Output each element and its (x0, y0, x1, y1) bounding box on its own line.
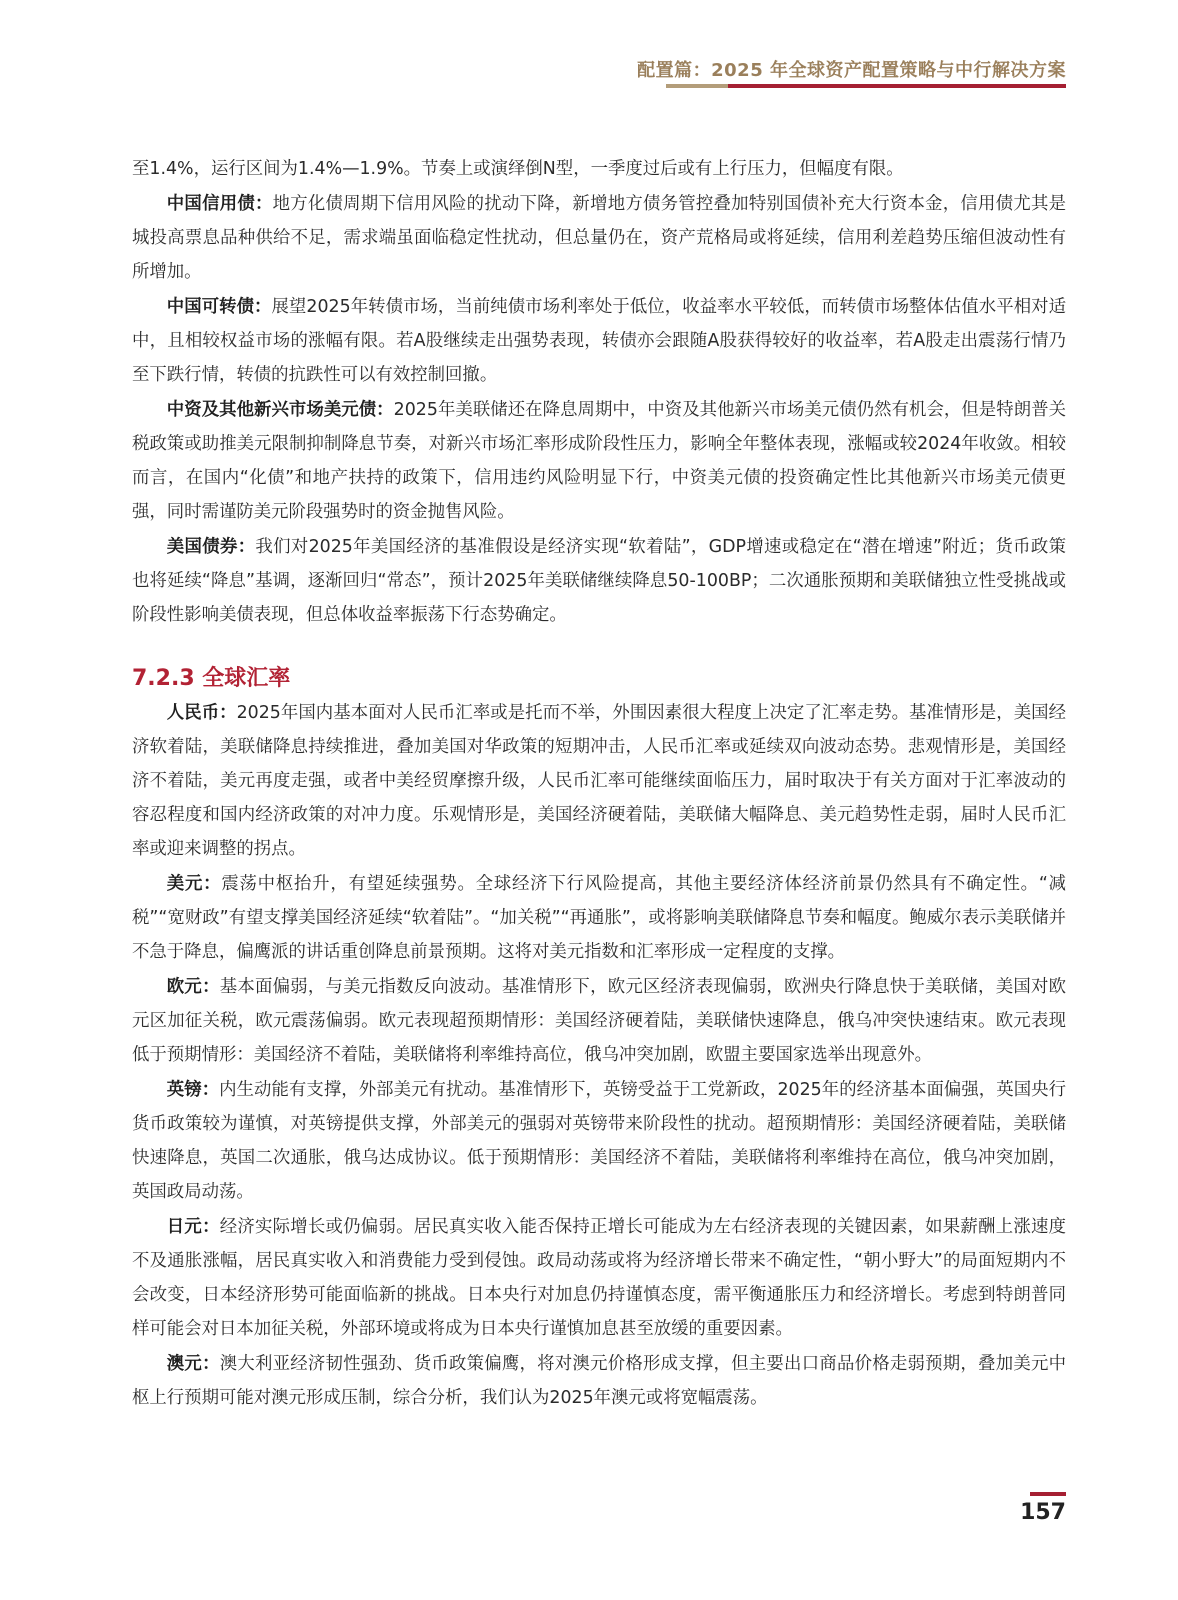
paragraph-aud (132, 1347, 1066, 1415)
paragraph-text: 经济实际增长或仍偏弱。居民真实收入能否保持正增长可能成为左右经济表现的关键因素，如果薪酬上涨速度不及通胀涨幅，居民真实收入和消费能力受到侵蚀。政局动荡或将为经济增长带来不确定性，“朝小野大”的局面短期内不会改变，日本经济形势可能面临新的挑战。日本央行对加息仍持谨慎态度，需平衡通胀压力和经济增长。考虑到特朗普同样可能会对日本加征关税，外部环境或将成为日本央行谨慎加息甚至放缓的重要因素。 (132, 1217, 1066, 1339)
paragraph-china-convertible-bonds (132, 290, 1066, 392)
paragraph-text: 地方化债周期下信用风险的扰动下降，新增地方债务管控叠加特别国债补充大行资本金，信用债尤其是城投高票息品种供给不足，需求端虽面临稳定性扰动，但总量仍在，资产荒格局或将延续，信用利差趋势压缩但波动性有所增加。 (132, 194, 1066, 282)
paragraph-label: 日元： (166, 1217, 220, 1237)
document-body (132, 152, 1066, 1415)
header-rule-gold-segment (666, 84, 728, 88)
paragraph-china-credit-bonds (132, 187, 1066, 289)
running-header-title: 配置篇：2025 年全球资产配置策略与中行解决方案 (637, 60, 1066, 81)
paragraph-label: 人民币： (166, 703, 237, 723)
paragraph-us-bonds (132, 530, 1066, 632)
paragraph-label: 英镑： (166, 1080, 220, 1100)
header-rule (666, 84, 1066, 88)
footer-rule (1030, 1492, 1066, 1496)
paragraph-label: 美元： (166, 874, 222, 894)
paragraph-text: 震荡中枢抬升，有望延续强势。全球经济下行风险提高，其他主要经济体经济前景仍然具有不确定性。“减税”“宽财政”有望支撑美国经济延续“软着陆”。“加关税”“再通胀”，或将影响美联储降息节奏和幅度。鲍威尔表示美联储并不急于降息，偏鹰派的讲话重创降息前景预期。这将对美元指数和汇率形成一定程度的支撑。 (132, 874, 1066, 962)
header-rule-red-segment (728, 84, 1066, 88)
paragraph-text: 基本面偏弱，与美元指数反向波动。基准情形下，欧元区经济表现偏弱，欧洲央行降息快于美联储，美国对欧元区加征关税，欧元震荡偏弱。欧元表现超预期情形：美国经济硬着陆，美联储快速降息，俄乌冲突快速结束。欧元表现低于预期情形：美国经济不着陆，美联储将利率维持高位，俄乌冲突加剧，欧盟主要国家选举出现意外。 (132, 977, 1066, 1065)
paragraph-text: 2025年美联储还在降息周期中，中资及其他新兴市场美元债仍然有机会，但是特朗普关税政策或助推美元限制抑制降息节奏，对新兴市场汇率形成阶段性压力，影响全年整体表现，涨幅或较2024年收敛。相较而言，在国内“化债”和地产扶持的政策下，信用违约风险明显下行，中资美元债的投资确定性比其他新兴市场美元债更强，同时需谨防美元阶段强势时的资金抛售风险。 (132, 400, 1066, 522)
paragraph-text: 展望2025年转债市场，当前纯债市场利率处于低位，收益率水平较低，而转债市场整体估值水平相对适中，且相较权益市场的涨幅有限。若A股继续走出强势表现，转债亦会跟随A股获得较好的收益率，若A股走出震荡行情乃至下跌行情，转债的抗跌性可以有效控制回撤。 (132, 297, 1066, 385)
page-number: 157 (1020, 1500, 1066, 1525)
paragraph-usd (132, 867, 1066, 969)
paragraph-label: 中资及其他新兴市场美元债： (166, 400, 394, 420)
paragraph-text: 2025年国内基本面对人民币汇率或是托而不举，外围因素很大程度上决定了汇率走势。基准情形是，美国经济软着陆，美联储降息持续推进，叠加美国对华政策的短期冲击，人民币汇率或延续双向波动态势。悲观情形是，美国经济不着陆，美元再度走强，或者中美经贸摩擦升级，人民币汇率可能继续面临压力，届时取决于有关方面对于汇率波动的容忍程度和国内经济政策的对冲力度。乐观情形是，美国经济硬着陆，美联储大幅降息、美元趋势性走弱，届时人民币汇率或迎来调整的拐点。 (132, 703, 1066, 859)
paragraph-eur (132, 970, 1066, 1072)
paragraph-jpy (132, 1210, 1066, 1346)
paragraph-label: 中国信用债： (166, 194, 273, 214)
paragraph-text: 澳大利亚经济韧性强劲、货币政策偏鹰，将对澳元价格形成支撑，但主要出口商品价格走弱预期，叠加美元中枢上行预期可能对澳元形成压制，综合分析，我们认为2025年澳元或将宽幅震荡。 (132, 1354, 1066, 1408)
paragraph-gbp (132, 1073, 1066, 1209)
paragraph-label: 中国可转债： (166, 297, 272, 317)
paragraph-label: 澳元： (166, 1354, 220, 1374)
paragraph-rmb (132, 696, 1066, 866)
section-heading: 7.2.3 全球汇率 (132, 666, 291, 691)
continued-paragraph: 至1.4%，运行区间为1.4%—1.9%。节奏上或演绎倒N型，一季度过后或有上行压力，但幅度有限。 (132, 159, 904, 179)
paragraph-label: 欧元： (166, 977, 220, 997)
paragraph-em-usd-bonds (132, 393, 1066, 529)
paragraph-text: 内生动能有支撑，外部美元有扰动。基准情形下，英镑受益于工党新政，2025年的经济基本面偏强，英国央行货币政策较为谨慎，对英镑提供支撑，外部美元的强弱对英镑带来阶段性的扰动。超预期情形：美国经济硬着陆，美联储快速降息，英国二次通胀，俄乌达成协议。低于预期情形：美国经济不着陆，美联储将利率维持在高位，俄乌冲突加剧，英国政局动荡。 (132, 1080, 1066, 1202)
paragraph-text: 我们对2025年美国经济的基准假设是经济实现“软着陆”，GDP增速或稳定在“潜在增速”附近；货币政策也将延续“降息”基调，逐渐回归“常态”，预计2025年美联储继续降息50-100BP；二次通胀预期和美联储独立性受挑战或阶段性影响美债表现，但总体收益率振荡下行态势确定。 (132, 537, 1066, 625)
paragraph-label: 美国债券： (166, 537, 256, 557)
